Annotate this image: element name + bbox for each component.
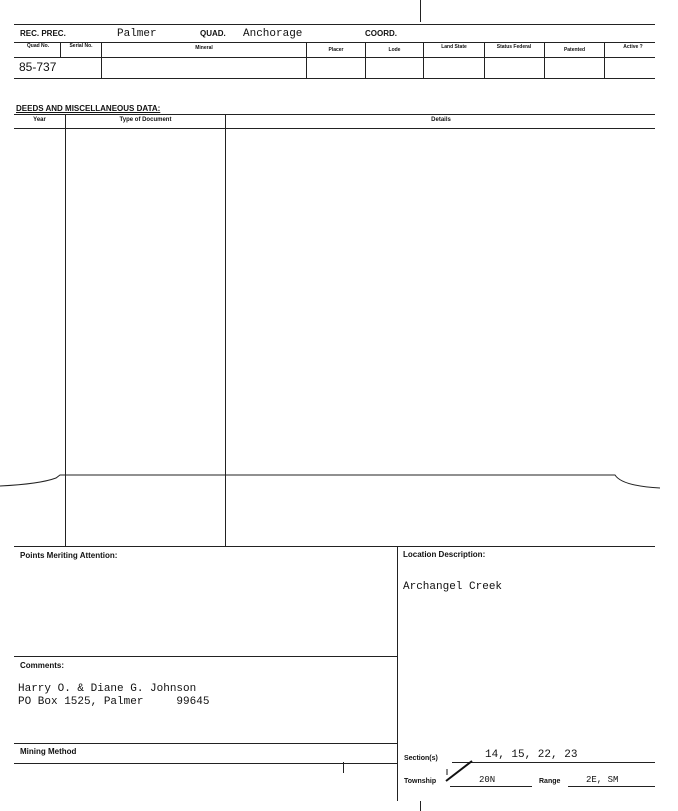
township-value: 20N	[479, 775, 496, 785]
col-header-lode: Lode	[388, 47, 401, 53]
range-underline	[568, 786, 655, 787]
mining-method-top-rule	[14, 743, 397, 744]
location-description-value: Archangel Creek	[403, 581, 503, 593]
claims-table-bottom-rule	[14, 78, 655, 79]
deeds-table-header-rule	[14, 128, 655, 129]
claims-col-divider	[484, 42, 485, 78]
header-top-rule	[14, 24, 655, 25]
location-description-label: Location Description:	[403, 550, 486, 559]
section-underline	[452, 762, 655, 763]
section-value: 14, 15, 22, 23	[485, 749, 578, 761]
mining-method-bottom-rule	[14, 763, 397, 764]
col-header-placer: Placer	[328, 47, 344, 53]
comments-label: Comments:	[20, 661, 65, 670]
claims-table-top-rule	[14, 42, 655, 43]
rec-prec-value: Palmer	[117, 28, 157, 40]
deeds-section-title: DEEDS AND MISCELLANEOUS DATA:	[16, 104, 161, 113]
col-header-year: Year	[33, 117, 46, 123]
township-underline	[450, 786, 532, 787]
col-header-details: Details	[431, 117, 451, 123]
comments-line-1: Harry O. & Diane G. Johnson	[18, 683, 197, 695]
mining-method-label: Mining Method	[20, 747, 77, 756]
quad-label: QUAD.	[200, 29, 226, 38]
bottom-tick	[420, 801, 421, 811]
claims-col-divider	[423, 42, 424, 78]
comments-top-rule	[14, 656, 397, 657]
range-value: 2E, SM	[586, 775, 619, 785]
col-header-active: Active ?	[623, 44, 643, 50]
claims-table-header-rule	[14, 57, 655, 58]
comments-line-2: PO Box 1525, Palmer 99645	[18, 696, 210, 708]
coord-label: COORD.	[365, 29, 397, 38]
quad-no-value: 85-737	[19, 60, 57, 74]
range-label: Range	[539, 778, 561, 785]
claims-col-divider	[604, 42, 605, 78]
points-meriting-label: Points Meriting Attention:	[20, 551, 118, 560]
bottom-section-divider	[397, 546, 398, 801]
claims-col-divider	[60, 42, 61, 57]
top-tick	[420, 0, 421, 22]
col-header-serial-no: Serial No.	[69, 43, 93, 49]
page-seam-line	[0, 468, 678, 494]
col-header-document-type: Type of Document	[119, 117, 172, 123]
col-header-mineral: Mineral	[195, 45, 213, 51]
bottom-section-top-rule	[14, 546, 655, 547]
col-header-quad-no: Quad No.	[26, 43, 50, 49]
col-header-land-state: Land State	[441, 44, 467, 50]
rec-prec-label: REC. PREC.	[20, 29, 66, 38]
quad-value: Anchorage	[243, 28, 303, 40]
handwritten-check-mark	[440, 755, 480, 785]
deeds-table-top-rule	[14, 114, 655, 115]
section-label: Section(s)	[404, 755, 438, 762]
township-label: Township	[404, 778, 437, 785]
mining-method-tick	[343, 762, 344, 773]
col-header-status-federal: Status Federal	[496, 44, 532, 50]
col-header-patented: Patented	[563, 47, 586, 53]
